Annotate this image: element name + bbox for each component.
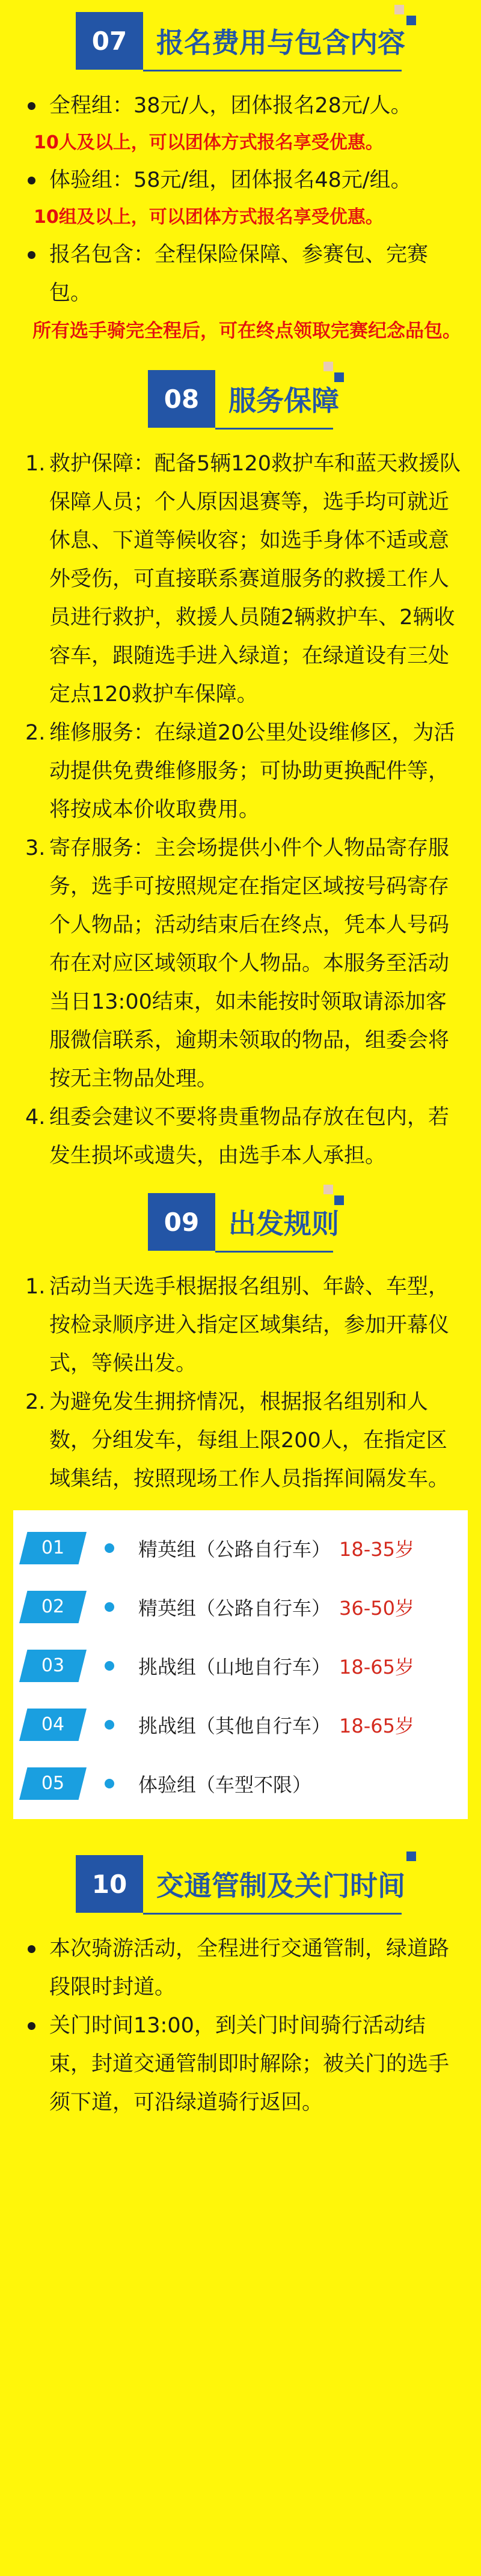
section-09-header <box>0 1181 481 1265</box>
item-number: 1. <box>25 1275 46 1299</box>
group-label: 挑战组（山地自行车） <box>138 1656 331 1678</box>
group-discount-note: 10人及以上，可以团体方式报名享受优惠。 <box>34 132 384 153</box>
bullet-dot-icon <box>105 1779 114 1788</box>
item-number: 2. <box>25 721 46 745</box>
group-number: 03 <box>41 1655 65 1676</box>
section-title: 报名费用与包含内容 <box>156 26 405 59</box>
group-number: 04 <box>41 1714 65 1735</box>
group-row <box>13 1754 468 1813</box>
list-item: 关门时间13:00，到关门时间骑行活动结束，封道交通管制即时解除；被关门的选手须下道，可沿绿道骑行返回。 <box>18 2006 463 2122</box>
service-list <box>0 445 481 1175</box>
title-underline <box>215 1251 333 1253</box>
finish-package-note: 所有选手骑完全程后，可在终点领取完赛纪念品包。 <box>32 320 461 342</box>
title-underline <box>215 428 333 430</box>
list-item: 体验组：58元/组，团体报名48元/组。 <box>18 161 463 199</box>
section-number-badge: 08 <box>148 370 215 428</box>
group-age: 18-35岁 <box>339 1538 415 1561</box>
group-label: 精英组（公路自行车） <box>138 1597 331 1620</box>
traffic-control-list <box>0 1930 481 2122</box>
item-text: 寄存服务：主会场提供小件个人物品寄存服务，选手可按照规定在指定区域按号码寄存个人物品；活动结束后在终点，凭本人号码布在对应区域领取个人物品。本服务至活动当日13:00结束，如未能按时领取请添加客服微信联系，逾期未领取的物品，组委会将按无主物品处理。 <box>49 836 450 1091</box>
start-rules-list <box>0 1268 481 1498</box>
list-item <box>18 829 463 1098</box>
item-text: 维修服务：在绿道20公里处设维修区，为活动提供免费维修服务；可协助更换配件等，将按成本价收取费用。 <box>49 721 455 822</box>
section-title: 交通管制及关门时间 <box>156 1870 405 1902</box>
section-07-header <box>0 0 481 84</box>
group-number-tag <box>19 1532 87 1564</box>
item-text: 活动当天选手根据报名组别、年龄、车型，按检录顺序进入指定区域集结，参加开幕仪式，等候出发。 <box>49 1275 450 1376</box>
section-number-badge: 10 <box>76 1855 143 1913</box>
list-item <box>18 1383 463 1498</box>
item-text: 组委会建议不要将贵重物品存放在包内，若发生损坏或遗失，由选手本人承担。 <box>49 1105 450 1168</box>
bullet-dot-icon <box>105 1543 114 1553</box>
section-10-header <box>0 1843 481 1927</box>
title-underline <box>143 70 402 71</box>
section-number-badge: 07 <box>76 12 143 70</box>
bullet-dot-icon <box>105 1661 114 1671</box>
list-item: 全程组：38元/人，团体报名28元/人。 <box>18 87 463 125</box>
section-08-header <box>0 358 481 442</box>
list-item: 本次骑游活动，全程进行交通管制，绿道路段限时封道。 <box>18 1930 463 2006</box>
bullet-dot-icon <box>105 1720 114 1730</box>
group-row <box>13 1695 468 1754</box>
group-age: 18-65岁 <box>339 1715 415 1737</box>
group-number-tag <box>19 1709 87 1741</box>
section-07-body <box>0 84 481 350</box>
group-row <box>13 1636 468 1695</box>
group-number: 05 <box>41 1773 65 1794</box>
item-text: 救护保障：配备5辆120救护车和蓝天救援队保障人员；个人原因退赛等，选手均可就近休息、下道等候收容；如选手身体不适或意外受伤，可直接联系赛道服务的救援工作人员进行救护，救援人员随2辆救护车、2辆收容车，跟随选手进入绿道；在绿道设有三处定点120救护车保障。 <box>49 452 461 706</box>
group-number: 02 <box>41 1596 65 1617</box>
item-number: 3. <box>25 836 46 860</box>
list-item: 报名包含：全程保险保障、参赛包、完赛包。 <box>18 235 463 312</box>
list-item <box>18 1098 463 1175</box>
item-number: 4. <box>25 1105 46 1129</box>
start-groups-card <box>13 1510 468 1819</box>
decor-square <box>406 1852 416 1861</box>
group-discount-note: 10组及以上，可以团体方式报名享受优惠。 <box>34 207 384 228</box>
bullet-dot-icon <box>105 1602 114 1612</box>
group-number-tag <box>19 1650 87 1682</box>
section-number-badge: 09 <box>148 1193 215 1251</box>
group-number: 01 <box>41 1537 65 1558</box>
item-number: 2. <box>25 1390 46 1414</box>
group-number-tag <box>19 1591 87 1623</box>
decor-square <box>406 16 416 25</box>
group-age: 36-50岁 <box>339 1597 415 1620</box>
group-number-tag <box>19 1767 87 1800</box>
fee-list <box>0 161 481 199</box>
item-number: 1. <box>25 452 46 476</box>
list-item <box>18 445 463 714</box>
fee-list <box>0 235 481 312</box>
group-age: 18-65岁 <box>339 1656 415 1678</box>
section-title: 服务保障 <box>228 384 339 417</box>
list-item <box>18 1268 463 1383</box>
item-text: 为避免发生拥挤情况，根据报名组别和人数，分组发车，每组上限200人，在指定区域集结，按照现场工作人员指挥间隔发车。 <box>49 1390 450 1491</box>
fee-list <box>0 87 481 125</box>
list-item <box>18 714 463 829</box>
group-label: 体验组（车型不限） <box>138 1773 312 1796</box>
section-title: 出发规则 <box>228 1208 339 1240</box>
group-row <box>13 1578 468 1636</box>
title-underline <box>143 1913 402 1915</box>
group-label: 挑战组（其他自行车） <box>138 1715 331 1737</box>
group-row <box>13 1519 468 1578</box>
group-label: 精英组（公路自行车） <box>138 1538 331 1561</box>
